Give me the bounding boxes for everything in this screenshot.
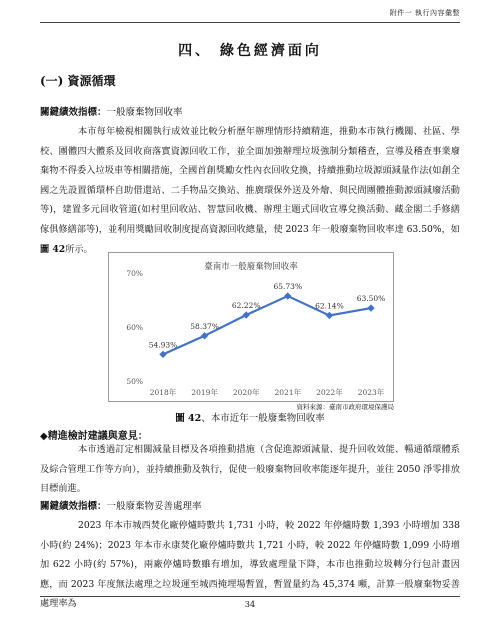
figure-source: 資料來源：臺南市政府環境保護局 bbox=[296, 403, 394, 411]
data-label: 62.22% bbox=[231, 301, 261, 311]
paragraph-recycling bbox=[40, 122, 460, 259]
data-label: 54.93% bbox=[148, 340, 178, 350]
y-tick-label: 60% bbox=[126, 323, 143, 332]
data-label: 58.37% bbox=[190, 321, 219, 331]
figure-reference: 圖 42 bbox=[40, 243, 66, 255]
recycling-rate-chart bbox=[108, 252, 394, 402]
kpi-label: 關鍵績效指標： bbox=[40, 107, 107, 118]
x-tick-label: 2018年 bbox=[149, 388, 177, 397]
x-tick-label: 2020年 bbox=[232, 388, 260, 397]
x-tick-label: 2022年 bbox=[316, 388, 343, 397]
header-divider bbox=[40, 22, 460, 23]
caption-number: 圖 42 bbox=[175, 413, 202, 424]
running-header: 附件一 執行內容彙整 bbox=[389, 9, 460, 17]
data-point bbox=[159, 351, 166, 358]
y-tick-label: 50% bbox=[126, 377, 143, 386]
data-label: 63.50% bbox=[356, 294, 386, 304]
review-heading: ◆精進檢討建議與意見： bbox=[40, 431, 148, 442]
footer-divider bbox=[40, 596, 460, 597]
y-tick-label: 70% bbox=[126, 269, 143, 278]
paragraph-tail: 所示。 bbox=[65, 243, 93, 255]
data-label: 62.14% bbox=[315, 301, 344, 311]
kpi-value: 一般廢棄物妥善處理率 bbox=[106, 501, 202, 512]
kpi-value: 一般廢棄物回收率 bbox=[106, 107, 183, 118]
x-tick-label: 2019年 bbox=[191, 388, 218, 397]
data-point bbox=[367, 304, 374, 311]
data-label: 65.73% bbox=[273, 282, 303, 292]
subsection-title: (一) 資源循環 bbox=[40, 74, 116, 88]
x-tick-label: 2021年 bbox=[274, 388, 302, 397]
line-chart bbox=[109, 253, 393, 401]
kpi-label: 關鍵績效指標： bbox=[40, 501, 107, 512]
data-point bbox=[243, 311, 250, 318]
figure-caption bbox=[0, 410, 500, 424]
data-point bbox=[201, 332, 208, 339]
paragraph-text: 本市每年檢視相關執行成效並比較分析歷年辦理情形持續精進，推動本市執行機關、社區、學校、團體四大體系及回收商落實資源回收工作，並全面加強辦理垃圾強制分類稽查，宣導及稽查事業廢棄物不得委入垃圾車等相關措施，全國首創獎勵女性內衣回收兌換，持續推動垃圾源頭減量作法(如創全國之先設置循環杯自助借還站、二手物品交換站、推廣環保外送及外燴、與民間團體推動源頭減廢活動等)，建置多元回收管道(如村里回收站、智慧回收機、辦理主題式回收宣導兌換活動、藏金閣二手修繕傢俱修繕部等)，並利用獎勵回收制度提高資源回收總量，使 2023 年一般廢棄物回收率達 63.50%，如 bbox=[40, 126, 460, 235]
data-point bbox=[284, 292, 291, 299]
paragraph-review: 本市透過訂定相關減量目標及各項推動措施（含促進源頭減量、提升回收效能、暢通循環體系及綜合管理工作等方向），並持續推動及執行，促使一般廢棄物回收率能逐年提升，並往 2050 淨零排放目標前進。 bbox=[40, 444, 460, 495]
chart-title: 臺南市一般廢棄物回收率 bbox=[204, 262, 298, 272]
page-number: 34 bbox=[244, 600, 256, 609]
paragraph-disposal: 2023 年本市城西焚化廠停爐時數共 1,731 小時，較 2022 年停爐時數 1,393 小時增加 338 小時(約 24%)；2023 年本市永康焚化廠停爐時數共 1,721 小時，較 2022 年停爐時數 1,099 小時增加 622 小時(約 57%)，兩廠停爐時數雖有增加，導致處理量下降，本市也推動垃圾轉分行包計畫因應，而 2023 年度無法處理之垃圾運至城西掩埋場暫置，暫置量約為 45,374 噸，計算一般廢棄物妥善處理率為 bbox=[40, 520, 460, 610]
caption-text: 、本市近年一般廢棄物回收率 bbox=[201, 413, 325, 424]
kpi-line-recycling bbox=[40, 104, 183, 118]
section-title: 四、 綠色經濟面向 bbox=[178, 43, 322, 59]
data-point bbox=[326, 312, 333, 319]
x-tick-label: 2023年 bbox=[357, 388, 385, 397]
kpi-line-disposal bbox=[40, 498, 202, 512]
